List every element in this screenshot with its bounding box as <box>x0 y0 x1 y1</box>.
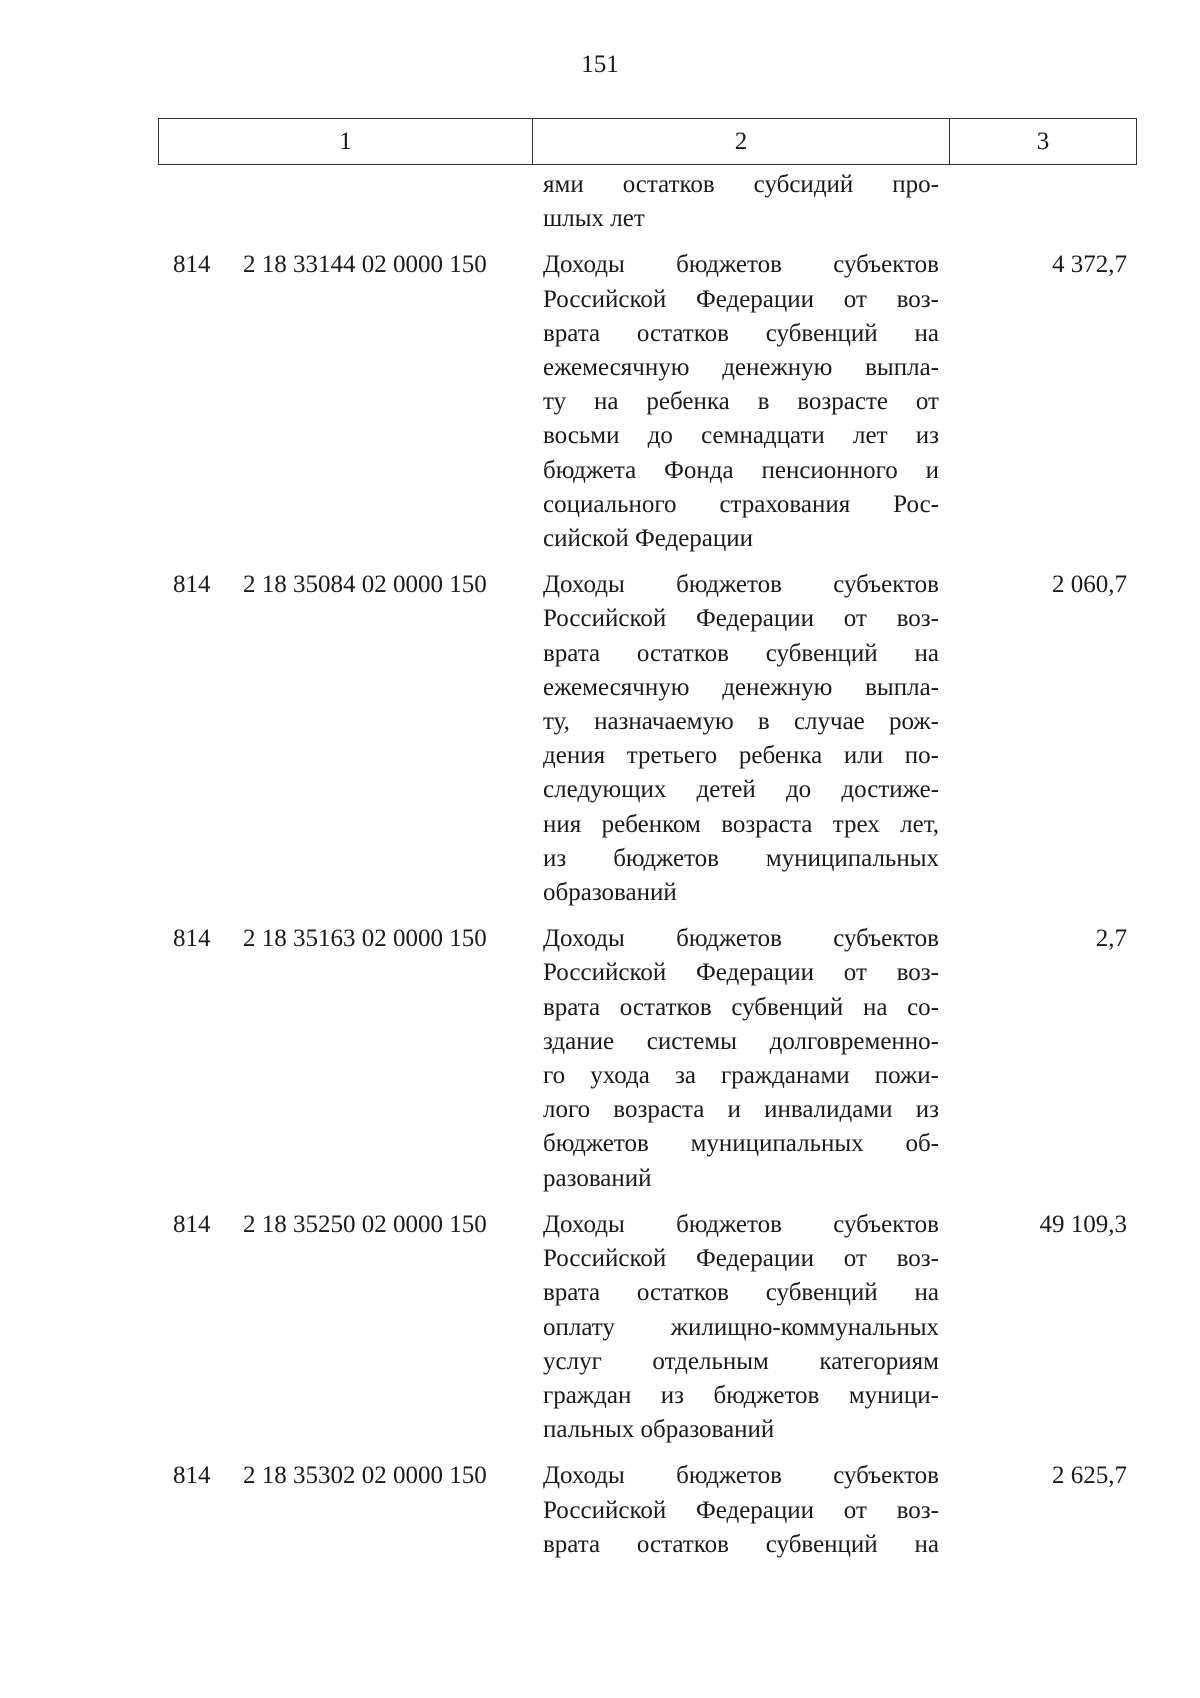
description-line: Российской Федерации от воз- <box>543 1245 939 1273</box>
description-line: сийской Федерации <box>543 525 754 553</box>
description-line: образований <box>543 879 677 907</box>
description-line: Российской Федерации от воз- <box>543 285 939 313</box>
table-row <box>0 1208 1200 1447</box>
revenue-code: 2 18 35163 02 0000 150 <box>243 925 487 953</box>
description-line: ту, назначаемую в случае рож- <box>543 708 939 736</box>
description-line: Доходы бюджетов субъектов <box>543 1210 939 1238</box>
description-line: бюджета Фонда пенсионного и <box>543 456 939 484</box>
description-line: Российской Федерации от воз- <box>543 605 939 633</box>
description-line: шлых лет <box>543 205 645 233</box>
header-col-3: 3 <box>1036 127 1050 155</box>
amount: 2,7 <box>1095 925 1127 953</box>
header-col-2: 2 <box>533 119 950 164</box>
description-line: разований <box>543 1164 652 1192</box>
table-header <box>158 118 1137 165</box>
description-line: Доходы бюджетов субъектов <box>543 251 939 279</box>
row-description <box>543 248 939 556</box>
description-line: здание системы долговременно- <box>543 1027 939 1055</box>
admin-code: 814 <box>173 251 211 279</box>
description-line: врата остатков субвенций на <box>543 319 939 347</box>
description-line: Российской Федерации от воз- <box>543 959 939 987</box>
description-line: врата остатков субвенций на <box>543 639 939 667</box>
description-line: пальных образований <box>543 1416 775 1444</box>
table-row <box>0 248 1200 556</box>
header-col-1: 1 <box>159 119 533 164</box>
description-line: врата остатков субвенций на <box>543 1279 939 1307</box>
row-description <box>543 568 939 910</box>
description-line: граждан из бюджетов муници- <box>543 1381 939 1409</box>
row-description <box>543 1208 939 1447</box>
continuation-description <box>543 168 939 236</box>
table-row <box>0 922 1200 1196</box>
admin-code: 814 <box>173 1210 211 1238</box>
description-line: ния ребенком возраста трех лет, <box>543 810 939 838</box>
amount: 4 372,7 <box>1052 251 1127 279</box>
page-number: 151 <box>581 51 619 78</box>
description-line: ежемесячную денежную выпла- <box>543 673 939 701</box>
amount: 2 625,7 <box>1052 1462 1127 1490</box>
row-description <box>543 922 939 1196</box>
description-line: из бюджетов муниципальных <box>543 844 939 872</box>
description-line: ями остатков субсидий про- <box>543 171 939 198</box>
table-row <box>0 1459 1200 1562</box>
row-description <box>543 1459 939 1562</box>
description-line: следующих детей до достиже- <box>543 776 939 804</box>
description-line: социального страхования Рос- <box>543 490 939 518</box>
description-line: врата остатков субвенций на со- <box>543 993 939 1021</box>
description-line: Доходы бюджетов субъектов <box>543 1462 939 1490</box>
table-row <box>0 568 1200 910</box>
description-line: дения третьего ребенка или по- <box>543 742 939 770</box>
admin-code: 814 <box>173 925 211 953</box>
description-line: лого возраста и инвалидами из <box>543 1096 939 1124</box>
description-line: Доходы бюджетов субъектов <box>543 925 939 953</box>
description-line: бюджетов муниципальных об- <box>543 1130 939 1158</box>
description-line: Доходы бюджетов субъектов <box>543 571 939 599</box>
revenue-code: 2 18 35250 02 0000 150 <box>243 1210 487 1238</box>
description-line: ежемесячную денежную выпла- <box>543 354 939 382</box>
description-line: Российской Федерации от воз- <box>543 1496 939 1524</box>
amount: 2 060,7 <box>1052 571 1127 599</box>
description-line: услуг отдельным категориям <box>543 1347 939 1375</box>
amount: 49 109,3 <box>1039 1210 1127 1238</box>
revenue-code: 2 18 35302 02 0000 150 <box>243 1462 487 1490</box>
description-line: восьми до семнадцати лет из <box>543 422 939 450</box>
description-line: оплату жилищно-коммунальных <box>543 1313 939 1341</box>
revenue-code: 2 18 33144 02 0000 150 <box>243 251 487 279</box>
description-line: врата остатков субвенций на <box>543 1530 939 1558</box>
description-line: ту на ребенка в возрасте от <box>543 388 939 416</box>
admin-code: 814 <box>173 571 211 599</box>
revenue-code: 2 18 35084 02 0000 150 <box>243 571 487 599</box>
table-body <box>0 168 1200 1562</box>
admin-code: 814 <box>173 1462 211 1490</box>
description-line: го ухода за гражданами пожи- <box>543 1062 939 1090</box>
continuation-row <box>0 168 1200 236</box>
